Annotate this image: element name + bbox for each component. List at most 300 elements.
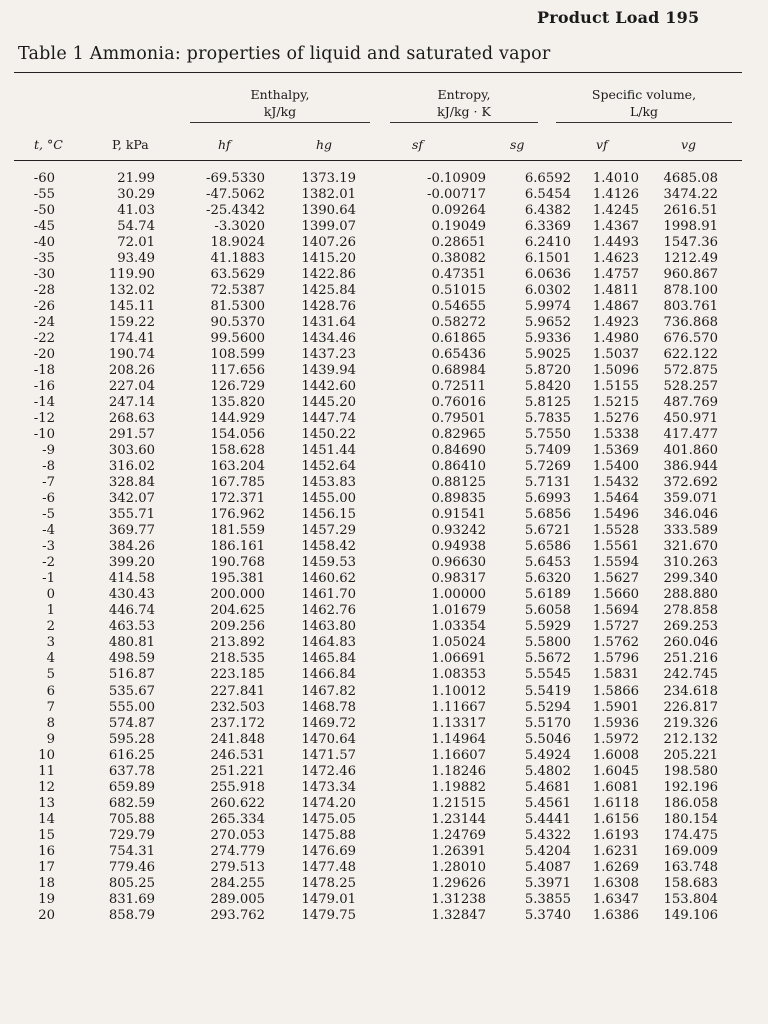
- cell-sf: 1.29626: [431, 875, 486, 891]
- cell-t: 11: [38, 763, 55, 779]
- cell-sg: 5.6993: [524, 491, 571, 507]
- cell-vg: 269.253: [663, 619, 718, 635]
- cell-sg: 5.5294: [524, 699, 571, 715]
- cell-vf: 1.5660: [592, 587, 639, 603]
- cell-p: 208.26: [108, 363, 155, 379]
- cell-sg: 5.3971: [524, 875, 571, 891]
- cell-vg: 2616.51: [663, 203, 718, 219]
- cell-vg: 676.570: [663, 331, 718, 347]
- cell-hg: 1434.46: [301, 331, 356, 347]
- cell-vf: 1.5369: [592, 443, 639, 459]
- cell-sf: 0.98317: [431, 571, 486, 587]
- cell-hg: 1474.20: [301, 795, 356, 811]
- cell-p: 132.02: [108, 283, 155, 299]
- cell-hg: 1473.34: [301, 779, 356, 795]
- cell-vf: 1.4010: [592, 171, 639, 186]
- cell-sg: 5.6320: [524, 571, 571, 587]
- table-row: [0, 459, 768, 475]
- cell-t: -26: [33, 299, 55, 315]
- table-row: [0, 363, 768, 379]
- cell-t: -3: [42, 539, 55, 555]
- cell-p: 498.59: [108, 651, 155, 667]
- cell-sg: 5.7550: [524, 427, 571, 443]
- table-row: [0, 411, 768, 427]
- cell-hg: 1475.05: [301, 811, 356, 827]
- cell-hg: 1451.44: [301, 443, 356, 459]
- cell-sg: 6.3369: [524, 219, 571, 235]
- cell-p: 637.78: [108, 763, 155, 779]
- cell-sg: 5.9652: [524, 315, 571, 331]
- cell-sg: 5.7409: [524, 443, 571, 459]
- cell-p: 446.74: [108, 603, 155, 619]
- cell-hg: 1475.88: [301, 827, 356, 843]
- cell-hg: 1437.23: [301, 347, 356, 363]
- cell-p: 41.03: [117, 203, 155, 219]
- cell-t: -28: [33, 283, 55, 299]
- table-row: [0, 555, 768, 571]
- cell-sg: 5.3740: [524, 907, 571, 923]
- cell-vg: 3474.22: [663, 187, 718, 203]
- cell-sg: 5.9974: [524, 299, 571, 315]
- cell-p: 574.87: [108, 715, 155, 731]
- cell-vg: 1212.49: [663, 251, 718, 267]
- cell-p: 616.25: [108, 747, 155, 763]
- cell-vf: 1.4623: [592, 251, 639, 267]
- cell-hf: 154.056: [210, 427, 265, 443]
- cell-vf: 1.5694: [592, 603, 639, 619]
- table-row: [0, 892, 768, 908]
- table-row: [0, 876, 768, 892]
- cell-sf: 1.01679: [431, 603, 486, 619]
- cell-p: 779.46: [108, 859, 155, 875]
- cell-vf: 1.5727: [592, 619, 639, 635]
- cell-vf: 1.4980: [592, 331, 639, 347]
- cell-p: 190.74: [108, 347, 155, 363]
- table-row: [0, 475, 768, 491]
- cell-sf: 0.47351: [431, 267, 486, 283]
- table-row: [0, 812, 768, 828]
- cell-hf: 223.185: [210, 667, 265, 683]
- cell-sf: 1.19882: [431, 779, 486, 795]
- cell-t: 13: [38, 795, 55, 811]
- cell-sf: 0.96630: [431, 555, 486, 571]
- cell-sf: 0.94938: [431, 539, 486, 555]
- table-row: [0, 523, 768, 539]
- cell-p: 30.29: [117, 187, 155, 203]
- cell-p: 463.53: [108, 619, 155, 635]
- cell-t: -16: [33, 379, 55, 395]
- cell-hf: 63.5629: [210, 267, 265, 283]
- cell-hf: 284.255: [210, 875, 265, 891]
- cell-vf: 1.4493: [592, 235, 639, 251]
- cell-vf: 1.5594: [592, 555, 639, 571]
- cell-vg: 198.580: [663, 763, 718, 779]
- cell-p: 754.31: [108, 843, 155, 859]
- cell-t: 2: [46, 619, 55, 635]
- cell-sf: 0.68984: [431, 363, 486, 379]
- cell-vf: 1.5796: [592, 651, 639, 667]
- cell-hf: 126.729: [210, 379, 265, 395]
- cell-t: -14: [33, 395, 55, 411]
- cell-t: 19: [38, 891, 55, 907]
- cell-t: -6: [42, 491, 55, 507]
- table-row: [0, 732, 768, 748]
- cell-hg: 1479.75: [301, 907, 356, 923]
- cell-sg: 5.6058: [524, 603, 571, 619]
- cell-vf: 1.5096: [592, 363, 639, 379]
- cell-t: -5: [42, 507, 55, 523]
- cell-t: -22: [33, 331, 55, 347]
- cell-sf: 1.26391: [431, 843, 486, 859]
- cell-vf: 1.6193: [592, 827, 639, 843]
- cell-vg: 288.880: [663, 587, 718, 603]
- cell-hg: 1425.84: [301, 283, 356, 299]
- cell-t: -50: [33, 203, 55, 219]
- cell-sf: 0.76016: [431, 395, 486, 411]
- cell-vg: 192.196: [663, 779, 718, 795]
- cell-t: -7: [42, 475, 55, 491]
- cell-sf: 0.89835: [431, 491, 486, 507]
- cell-sg: 6.2410: [524, 235, 571, 251]
- cell-sg: 6.0636: [524, 267, 571, 283]
- cell-vg: 180.154: [663, 811, 718, 827]
- table-row: [0, 443, 768, 459]
- table-row: [0, 571, 768, 587]
- cell-sf: 0.58272: [431, 315, 486, 331]
- cell-hg: 1428.76: [301, 299, 356, 315]
- cell-hf: 232.503: [210, 699, 265, 715]
- cell-hg: 1382.01: [301, 187, 356, 203]
- cell-hg: 1461.70: [301, 587, 356, 603]
- cell-vg: 333.589: [663, 523, 718, 539]
- cell-sg: 5.4802: [524, 763, 571, 779]
- cell-hf: -69.5330: [206, 171, 265, 186]
- cell-hf: 195.381: [210, 571, 265, 587]
- cell-hg: 1456.15: [301, 507, 356, 523]
- cell-sf: 0.51015: [431, 283, 486, 299]
- cell-sf: 1.32847: [431, 907, 486, 923]
- cell-p: 355.71: [108, 507, 155, 523]
- table-row: [0, 379, 768, 395]
- table-row: [0, 331, 768, 347]
- cell-hg: 1462.76: [301, 603, 356, 619]
- cell-hg: 1479.01: [301, 891, 356, 907]
- cell-hg: 1415.20: [301, 251, 356, 267]
- cell-hg: 1465.84: [301, 651, 356, 667]
- cell-p: 21.99: [117, 171, 155, 186]
- cell-sf: 0.86410: [431, 459, 486, 475]
- cell-t: 12: [38, 779, 55, 795]
- cell-t: -24: [33, 315, 55, 331]
- cell-vg: 450.971: [663, 411, 718, 427]
- cell-t: 4: [46, 651, 55, 667]
- cell-hf: 204.625: [210, 603, 265, 619]
- cell-vg: 212.132: [663, 731, 718, 747]
- cell-vg: 242.745: [663, 667, 718, 683]
- cell-t: 3: [46, 635, 55, 651]
- cell-vf: 1.5215: [592, 395, 639, 411]
- table-body: [0, 171, 768, 924]
- cell-p: 268.63: [108, 411, 155, 427]
- cell-sf: 1.14964: [431, 731, 486, 747]
- col-header-t: t, °C: [34, 137, 63, 152]
- table-row: [0, 267, 768, 283]
- cell-vg: 346.046: [663, 507, 718, 523]
- cell-hf: 117.656: [210, 363, 265, 379]
- cell-hg: 1477.48: [301, 859, 356, 875]
- cell-t: -4: [42, 523, 55, 539]
- entropy-unit: kJ/kg · K: [390, 103, 538, 123]
- cell-sf: 1.10012: [431, 683, 486, 699]
- cell-hf: 18.9024: [210, 235, 265, 251]
- table-row: [0, 828, 768, 844]
- cell-t: -1: [42, 571, 55, 587]
- cell-sf: 1.21515: [431, 795, 486, 811]
- table-row: [0, 235, 768, 251]
- table-row: [0, 651, 768, 667]
- table-row: [0, 619, 768, 635]
- col-header-hg: hg: [316, 137, 333, 152]
- cell-vf: 1.4757: [592, 267, 639, 283]
- cell-hg: 1431.64: [301, 315, 356, 331]
- cell-t: 0: [46, 587, 55, 603]
- cell-sf: 0.84690: [431, 443, 486, 459]
- cell-vg: 234.618: [663, 683, 718, 699]
- table-row: [0, 395, 768, 411]
- cell-hg: 1459.53: [301, 555, 356, 571]
- cell-vg: 186.058: [663, 795, 718, 811]
- cell-vg: 219.326: [663, 715, 718, 731]
- cell-sg: 5.4561: [524, 795, 571, 811]
- cell-vg: 260.046: [663, 635, 718, 651]
- cell-hg: 1469.72: [301, 715, 356, 731]
- cell-vg: 158.683: [663, 875, 718, 891]
- cell-vg: 226.817: [663, 699, 718, 715]
- cell-vg: 174.475: [663, 827, 718, 843]
- cell-vg: 4685.08: [663, 171, 718, 186]
- cell-sg: 5.6856: [524, 507, 571, 523]
- cell-vg: 386.944: [663, 459, 718, 475]
- cell-vg: 417.477: [663, 427, 718, 443]
- cell-sg: 5.8125: [524, 395, 571, 411]
- cell-p: 705.88: [108, 811, 155, 827]
- cell-t: 8: [46, 715, 55, 731]
- cell-vf: 1.6156: [592, 811, 639, 827]
- cell-vf: 1.5936: [592, 715, 639, 731]
- cell-hf: 274.779: [210, 843, 265, 859]
- cell-vg: 487.769: [663, 395, 718, 411]
- cell-sg: 6.4382: [524, 203, 571, 219]
- table-title: Table 1 Ammonia: properties of liquid and saturated vapor: [18, 44, 551, 64]
- cell-vf: 1.4245: [592, 203, 639, 219]
- cell-hg: 1476.69: [301, 843, 356, 859]
- cell-hg: 1471.57: [301, 747, 356, 763]
- cell-p: 805.25: [108, 875, 155, 891]
- cell-sg: 5.5672: [524, 651, 571, 667]
- cell-hf: 209.256: [210, 619, 265, 635]
- cell-t: 16: [38, 843, 55, 859]
- col-header-sf: sf: [412, 137, 424, 152]
- cell-p: 831.69: [108, 891, 155, 907]
- cell-vf: 1.5866: [592, 683, 639, 699]
- cell-p: 247.14: [108, 395, 155, 411]
- col-header-p: P, kPa: [112, 137, 149, 152]
- cell-hg: 1447.74: [301, 411, 356, 427]
- table-row: [0, 539, 768, 555]
- cell-p: 659.89: [108, 779, 155, 795]
- cell-hg: 1373.19: [301, 171, 356, 186]
- cell-vg: 803.761: [663, 299, 718, 315]
- cell-sg: 6.6592: [524, 171, 571, 186]
- cell-vf: 1.5276: [592, 411, 639, 427]
- table-row: [0, 748, 768, 764]
- cell-vf: 1.6081: [592, 779, 639, 795]
- cell-vf: 1.4126: [592, 187, 639, 203]
- cell-sf: 0.91541: [431, 507, 486, 523]
- cell-sg: 5.4322: [524, 827, 571, 843]
- header-bottom-rule: [14, 160, 742, 161]
- cell-sg: 5.5800: [524, 635, 571, 651]
- cell-p: 414.58: [108, 571, 155, 587]
- cell-hf: 279.513: [210, 859, 265, 875]
- cell-p: 682.59: [108, 795, 155, 811]
- cell-sf: 0.54655: [431, 299, 486, 315]
- cell-sf: 1.24769: [431, 827, 486, 843]
- cell-sg: 5.4441: [524, 811, 571, 827]
- cell-sg: 5.6453: [524, 555, 571, 571]
- cell-vg: 736.868: [663, 315, 718, 331]
- cell-sf: 1.28010: [431, 859, 486, 875]
- table-row: [0, 844, 768, 860]
- cell-p: 54.74: [117, 219, 155, 235]
- cell-sf: 1.08353: [431, 667, 486, 683]
- cell-vg: 163.748: [663, 859, 718, 875]
- cell-sf: 0.93242: [431, 523, 486, 539]
- cell-p: 316.02: [108, 459, 155, 475]
- cell-vg: 572.875: [663, 363, 718, 379]
- volume-title: Specific volume,: [591, 87, 697, 102]
- cell-p: 342.07: [108, 491, 155, 507]
- cell-hg: 1466.84: [301, 667, 356, 683]
- cell-sg: 5.8720: [524, 363, 571, 379]
- cell-vf: 1.6008: [592, 747, 639, 763]
- cell-hf: 237.172: [210, 715, 265, 731]
- cell-sf: -0.00717: [427, 187, 486, 203]
- cell-vg: 401.860: [663, 443, 718, 459]
- col-header-hf: hf: [218, 137, 231, 152]
- cell-p: 145.11: [108, 299, 155, 315]
- cell-hf: 172.371: [210, 491, 265, 507]
- cell-hf: 90.5370: [210, 315, 265, 331]
- cell-hf: -25.4342: [206, 203, 265, 219]
- table-row: [0, 251, 768, 267]
- cell-p: 430.43: [108, 587, 155, 603]
- cell-p: 291.57: [108, 427, 155, 443]
- cell-hg: 1458.42: [301, 539, 356, 555]
- cell-hf: 200.000: [210, 587, 265, 603]
- cell-hf: 251.221: [210, 763, 265, 779]
- cell-p: 555.00: [108, 699, 155, 715]
- cell-t: -55: [33, 187, 55, 203]
- table-row: [0, 603, 768, 619]
- table-row: [0, 908, 768, 924]
- cell-sf: 1.31238: [431, 891, 486, 907]
- cell-sg: 5.4681: [524, 779, 571, 795]
- cell-hf: 246.531: [210, 747, 265, 763]
- table-row: [0, 203, 768, 219]
- cell-p: 72.01: [117, 235, 155, 251]
- cell-hg: 1464.83: [301, 635, 356, 651]
- table-row: [0, 635, 768, 651]
- cell-vg: 321.670: [663, 539, 718, 555]
- cell-p: 369.77: [108, 523, 155, 539]
- cell-sf: 0.61865: [431, 331, 486, 347]
- cell-vf: 1.5762: [592, 635, 639, 651]
- cell-vg: 299.340: [663, 571, 718, 587]
- cell-sg: 5.9025: [524, 347, 571, 363]
- cell-vf: 1.5496: [592, 507, 639, 523]
- cell-sg: 5.7835: [524, 411, 571, 427]
- col-header-vf: vf: [596, 137, 608, 152]
- cell-hg: 1478.25: [301, 875, 356, 891]
- cell-vf: 1.5037: [592, 347, 639, 363]
- cell-t: -20: [33, 347, 55, 363]
- table-row: [0, 796, 768, 812]
- cell-vf: 1.5155: [592, 379, 639, 395]
- cell-hf: 270.053: [210, 827, 265, 843]
- cell-vf: 1.5561: [592, 539, 639, 555]
- cell-sf: 1.16607: [431, 747, 486, 763]
- cell-sf: 1.00000: [431, 587, 486, 603]
- cell-vg: 153.804: [663, 891, 718, 907]
- cell-sg: 5.7131: [524, 475, 571, 491]
- cell-hg: 1472.46: [301, 763, 356, 779]
- cell-hf: 163.204: [210, 459, 265, 475]
- entropy-title: Entropy,: [437, 87, 491, 102]
- cell-t: 5: [46, 667, 55, 683]
- cell-sg: 5.5046: [524, 731, 571, 747]
- cell-hf: -3.3020: [214, 219, 265, 235]
- cell-hf: 167.785: [210, 475, 265, 491]
- cell-sf: 1.11667: [431, 699, 486, 715]
- cell-sf: 0.79501: [431, 411, 486, 427]
- entropy-group-header: [390, 86, 538, 123]
- cell-sf: 1.03354: [431, 619, 486, 635]
- cell-sg: 5.3855: [524, 891, 571, 907]
- cell-sg: 6.5454: [524, 187, 571, 203]
- cell-sg: 5.5170: [524, 715, 571, 731]
- cell-vf: 1.5464: [592, 491, 639, 507]
- cell-vf: 1.6347: [592, 891, 639, 907]
- cell-hf: 144.929: [210, 411, 265, 427]
- cell-t: -10: [33, 427, 55, 443]
- cell-vf: 1.4367: [592, 219, 639, 235]
- cell-sg: 5.6189: [524, 587, 571, 603]
- cell-hf: 293.762: [210, 907, 265, 923]
- cell-p: 858.79: [108, 907, 155, 923]
- cell-vg: 372.692: [663, 475, 718, 491]
- cell-vf: 1.6118: [592, 795, 639, 811]
- cell-sf: 1.18246: [431, 763, 486, 779]
- cell-vg: 878.100: [663, 283, 718, 299]
- cell-t: 15: [38, 827, 55, 843]
- cell-p: 328.84: [108, 475, 155, 491]
- cell-p: 729.79: [108, 827, 155, 843]
- cell-vf: 1.4867: [592, 299, 639, 315]
- cell-sf: 1.05024: [431, 635, 486, 651]
- cell-sg: 5.4924: [524, 747, 571, 763]
- cell-p: 303.60: [108, 443, 155, 459]
